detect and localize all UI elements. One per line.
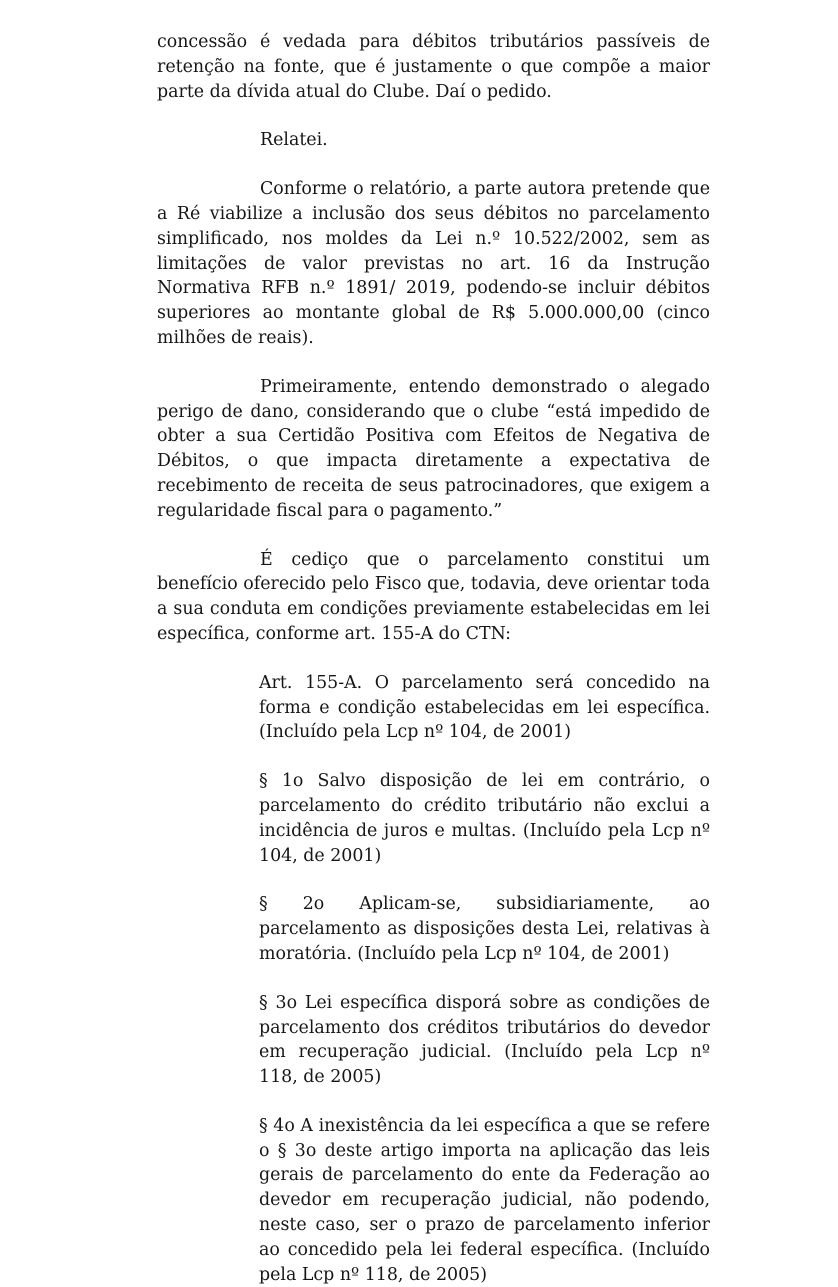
quote-paragraph-3: § 3o Lei específica disporá sobre as condições de parcelamento dos créditos tributários do devedor em recuperação judicial. (Incluído pela Lcp nº 118, de 2005) <box>259 992 710 1088</box>
paragraph-parcelamento: É cediço que o parcelamento constitui um benefício oferecido pelo Fisco que, todavia, deve orientar toda a sua conduta em condições previamente estabelecidas em lei específica, conforme art. 155-A do CTN: <box>157 549 710 644</box>
relatei-line: Relatei. <box>260 130 328 151</box>
opening-paragraph: concessão é vedada para débitos tributários passíveis de retenção na fonte, que é justamente o que compõe a maior parte da dívida atual do Clube. Daí o pedido. <box>157 32 710 102</box>
quote-paragraph-2: § 2o Aplicam-se, subsidiariamente, ao parcelamento as disposições desta Lei, relativas à moratória. (Incluído pela Lcp nº 104, de 2001) <box>259 894 710 964</box>
document-page <box>157 30 710 1287</box>
legal-quotation <box>259 671 710 1287</box>
quote-art-155a: Art. 155-A. O parcelamento será concedido na forma e condição estabelecidas em lei específica. (Incluído pela Lcp nº 104, de 2001) <box>259 672 710 743</box>
quote-paragraph-4: § 4o A inexistência da lei específica a que se refere o § 3o deste artigo importa na aplicação das leis gerais de parcelamento do ente da Federação ao devedor em recuperação judicial, não podendo, neste caso, ser o prazo de parcelamento inferior ao concedido pela lei federal específica. (Incluído pela Lcp nº 118, de 2005) <box>259 1115 710 1285</box>
paragraph-relatorio: Conforme o relatório, a parte autora pretende que a Ré viabilize a inclusão dos seus débitos no parcelamento simplificado, nos moldes da Lei n.º 10.522/2002, sem as limitações de valor previstas no art. 16 da Instrução Normativa RFB n.º 1891/ 2019, podendo-se incluir débitos superiores ao montante global de R$ 5.000.000,00 (cinco milhões de reais). <box>157 179 710 348</box>
paragraph-perigo-de-dano: Primeiramente, entendo demonstrado o alegado perigo de dano, considerando que o clube “está impedido de obter a sua Certidão Positiva com Efeitos de Negativa de Débitos, o que impacta diretamente a expectativa de recebimento de receita de seus patrocinadores, que exigem a regularidade fiscal para o pagamento.” <box>157 376 710 521</box>
quote-paragraph-1: § 1o Salvo disposição de lei em contrário, o parcelamento do crédito tributário não exclui a incidência de juros e multas. (Incluído pela Lcp nº 104, de 2001) <box>259 771 710 866</box>
